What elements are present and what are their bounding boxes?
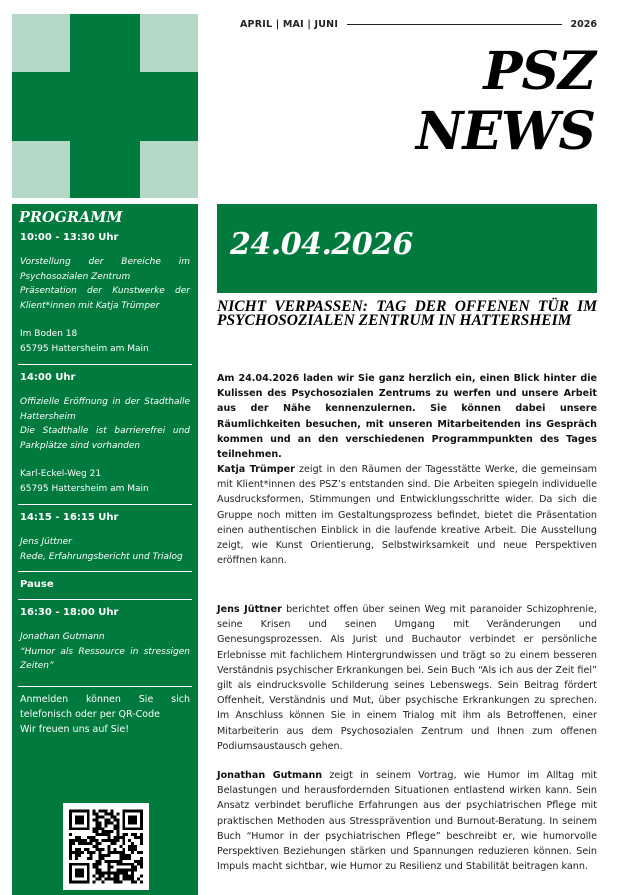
notice-line: Anmelden können Sie sich telefonisch oder per QR-Code (20, 693, 190, 720)
program-desc-line: “Humor als Ressource in stressigen Zeiten” (20, 646, 190, 671)
divider (18, 504, 192, 505)
program-address (20, 467, 190, 497)
program-item (20, 510, 190, 564)
program-item (20, 605, 190, 674)
program-address (20, 327, 190, 357)
speaker-name: Katja Trümper (217, 464, 295, 475)
program-time: 14:00 Uhr (20, 372, 76, 383)
program-desc-line: Rede, Erfahrungsbericht und Trialog (20, 551, 183, 562)
qr-code-graphic (69, 809, 143, 884)
paragraph-text: zeigt in den Räumen der Tagesstätte Werke, die gemeinsam mit Klient*innen des PSZ’s entstanden sind. Die Arbeiten spiegeln individuelle Ausdrucksformen, Stimmungen und Entwicklungsschritte wider. Da sich die Gruppe noch mitten im Gestaltungsprozess befindet, bietet die Präsentation einen authentischen Einblick in die laufende kreative Arbeit. Die Ausstellung zeigt, wie Kunst Orientierung, Selbstwirksamkeit und neue Perspektiven eröffnen kann. (217, 464, 598, 567)
program-description (20, 630, 190, 674)
program-desc-line: Die Stadthalle ist barrierefrei und Parkplätze sind vorhanden (20, 426, 190, 451)
green-cross-icon (12, 14, 198, 198)
event-date: 24.04.2026 (230, 227, 413, 262)
program-desc-line: Jens Jüttner (20, 537, 72, 547)
program-title: PROGRAMM (19, 209, 123, 226)
qr-code-icon[interactable] (63, 803, 149, 890)
program-description (20, 395, 190, 453)
program-item (20, 230, 190, 357)
cross-horizontal-bar (12, 72, 198, 141)
divider (18, 686, 192, 687)
program-description (20, 255, 190, 313)
program-desc-line: Offizielle Eröffnung in der Stadthalle Hattersheim (20, 397, 190, 422)
address-city: 65795 Hattersheim am Main (20, 344, 149, 354)
divider (18, 599, 192, 600)
registration-notice (20, 692, 190, 737)
program-item (20, 577, 190, 592)
article-paragraph (217, 602, 597, 754)
issue-year: 2026 (570, 18, 597, 30)
notice-line: Wir freuen uns auf Sie! (20, 723, 130, 735)
program-item (20, 370, 190, 497)
title-line-1: PSZ (483, 41, 595, 102)
divider (18, 364, 192, 365)
article-headline: NICHT VERPASSEN: TAG DER OFFENEN TÜR IM PSYCHOSOZIALEN ZENTRUM IN HATTERSHEIM (217, 298, 597, 329)
newsletter-title (416, 42, 595, 162)
program-time: 16:30 - 18:00 Uhr (20, 607, 119, 618)
article-paragraph (217, 768, 597, 874)
address-street: Im Boden 18 (20, 329, 78, 339)
program-description (20, 535, 190, 564)
paragraph-text: berichtet offen über seinen Weg mit paranoider Schizophrenie, seine Krisen und seinen Umgang mit Veränderungen und Genesungsprozessen. Als Jurist und Buchautor verbindet er persönliche Erlebnisse mit fachlichem Hintergrundwissen und trägt so zu einem besseren Verständnis psychischer Erkrankungen bei. Sein Buch “Als ich aus der Zeit fiel” gilt als eindrucksvolle Schilderung seines Lebenswegs. Sein Beitrag fördert Offenheit, Verständnis und Mut, über psychische Erkrankungen zu sprechen. Im Anschluss können Sie in einem Trialog mit ihm als Betroffenen, einer Mitarbeiterin aus dem Psychosozialen Zentrum und Ihnen zum offenen Podiumsaustausch gehen. (217, 604, 597, 752)
speaker-name: Jonathan Gutmann (217, 770, 323, 781)
header-rule (347, 24, 561, 25)
program-time: 14:15 - 16:15 Uhr (20, 512, 119, 523)
address-street: Karl-Eckel-Weg 21 (20, 469, 102, 479)
paragraph-text: zeigt in seinem Vortrag, wie Humor im Alltag mit Belastungen und herausfordernden Situationen entlastend wirken kann. Sein Ansatz verbindet berufliche Erfahrungen aus der psychiatrischen Pflege mit praktischen Methoden aus Stressprävention und Burnout-Beratung. In seinem Buch “Humor in der psychiatrischen Pflege” beschreibt er, wie humorvolle Perspektiven Beziehungen stärken und Spannungen reduzieren können. Sein Impuls macht sichtbar, wie Humor zu Resilienz und Stabilität beitragen kann. (217, 770, 597, 873)
program-time: 10:00 - 13:30 Uhr (20, 232, 119, 243)
event-date-banner (217, 204, 597, 293)
program-sidebar (12, 204, 198, 895)
divider (18, 571, 192, 572)
article-intro: Am 24.04.2026 laden wir Sie ganz herzlich ein, einen Blick hinter die Kulissen des Psychosozialen Zentrums zu werfen und unsere Arbeit aus der Nähe kennenzulernen. Sie können dabei unsere Räumlichkeiten besuchen, mit unseren Mitarbeitenden ins Gespräch kommen und an den verschiedenen Programmpunkten des Tages teilnehmen. (217, 373, 597, 461)
address-city: 65795 Hattersheim am Main (20, 484, 149, 494)
speaker-name: Jens Jüttner (217, 604, 282, 615)
program-desc-line: Vorstellung der Bereiche im Psychosozialen Zentrum (20, 257, 190, 282)
program-desc-line: Präsentation der Kunstwerke der Klient*innen mit Katja Trümper (20, 286, 190, 311)
program-desc-line: Jonathan Gutmann (20, 632, 105, 642)
article-paragraph (217, 462, 597, 568)
title-line-2: NEWS (415, 101, 595, 162)
program-pause: Pause (20, 579, 54, 590)
issue-line (240, 14, 597, 34)
issue-months: APRIL | MAI | JUNI (240, 18, 339, 30)
